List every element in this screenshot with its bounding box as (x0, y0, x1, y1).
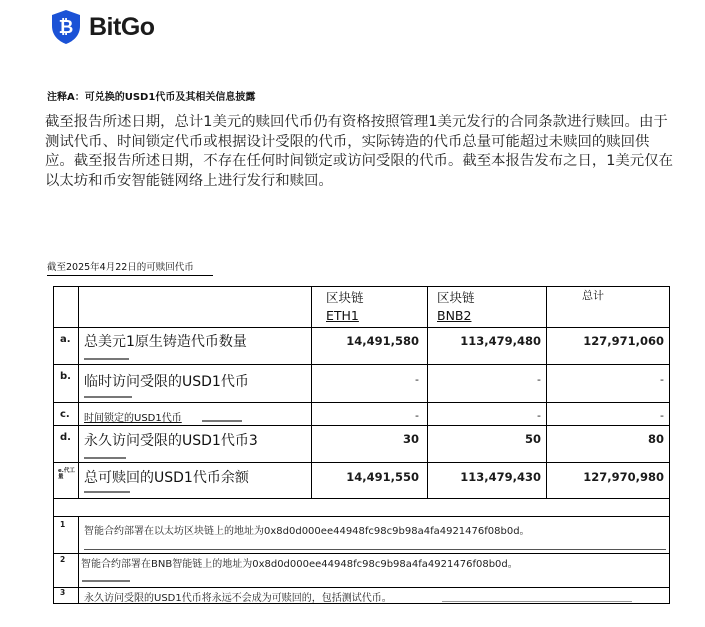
value-total: 127,971,060 (583, 334, 664, 348)
value-total: - (660, 373, 664, 386)
value-eth: 14,491,550 (346, 470, 419, 484)
value-total: - (660, 409, 664, 422)
col-divider (546, 287, 547, 498)
divider (47, 275, 213, 276)
svg-text:₿: ₿ (58, 17, 74, 37)
row-label: e.代工量 (58, 468, 75, 480)
row-description: 总可赎回的USD1代币余额 (84, 470, 249, 486)
row-divider (54, 553, 669, 554)
value-bnb: 113,479,480 (460, 334, 541, 348)
col-header-bnb-line1: 区块链 (437, 290, 475, 305)
footnote-number: 3 (60, 588, 66, 597)
col-header-bnb (437, 289, 475, 325)
note-title: 注释A：可兑换的USD1代币及其相关信息披露 (47, 92, 256, 103)
value-eth: - (415, 409, 419, 422)
brand-logo (50, 9, 155, 45)
value-bnb: 50 (524, 432, 541, 446)
scribble-underline (202, 420, 242, 422)
footnote-text: 智能合约部署在BNB智能链上的地址为0x8d0d000ee44948fc98c9b98a4fa4921476f08b0d。 (81, 559, 518, 570)
row-description: 永久访问受限的USD1代币3 (84, 433, 258, 449)
col-header-total: 总计 (582, 289, 604, 302)
value-total: 80 (647, 432, 664, 446)
row-divider (54, 327, 669, 328)
value-eth: 14,491,580 (346, 334, 419, 348)
col-header-eth-line2: ETH1 (326, 308, 359, 323)
col-divider (78, 516, 79, 604)
row-description: 总美元1原生铸造代币数量 (84, 334, 247, 350)
row-divider (54, 462, 669, 463)
scribble-underline (84, 396, 132, 398)
scribble-underline (84, 457, 126, 459)
value-bnb: - (537, 409, 541, 422)
col-header-bnb-line2: BNB2 (437, 308, 472, 323)
row-label: b. (60, 371, 71, 382)
row-divider (54, 587, 669, 588)
value-total: 127,970,980 (583, 470, 664, 484)
row-divider (54, 402, 669, 403)
row-label: c. (60, 409, 70, 420)
bitcoin-shield-icon (50, 9, 82, 45)
redeemable-tokens-table (53, 286, 670, 604)
row-label: d. (60, 432, 71, 443)
footnote-underline (442, 601, 632, 602)
col-divider (427, 287, 428, 498)
footnote-number: 1 (60, 520, 66, 529)
scribble-underline (82, 580, 130, 582)
row-label: a. (60, 334, 71, 345)
value-eth: - (415, 373, 419, 386)
value-eth: 30 (402, 432, 419, 446)
footnote-text: 永久访问受限的USD1代币将永远不会成为可赎回的，包括测试代币。 (84, 593, 392, 604)
row-divider (54, 425, 669, 426)
col-header-eth (326, 289, 364, 325)
brand-name: BitGo (89, 12, 155, 41)
value-bnb: 113,479,430 (460, 470, 541, 484)
intro-paragraph: 截至报告所述日期，总计1美元的赎回代币仍有资格按照管理1美元发行的合同条款进行赎回。由于测试代币、时间锁定代币或根据设计受限的代币，实际铸造的代币总量可能超过未赎回的赎回供应。截至报告所述日期，不存在任何时间锁定或访问受限的代币。截至本报告发布之日，1美元仅在以太坊和币安智能链网络上进行发行和赎回。 (45, 114, 673, 189)
scribble-underline (84, 358, 129, 360)
col-divider (311, 287, 312, 498)
value-bnb: - (537, 373, 541, 386)
row-description: 时间锁定的USD1代币 (84, 413, 182, 424)
row-divider (54, 364, 669, 365)
footnote-text: 智能合约部署在以太坊区块链上的地址为0x8d0d000ee44948fc98c9b98a4fa4921476f08b0d。 (84, 526, 530, 537)
footnote-number: 2 (60, 555, 66, 564)
as-of-label: 截至2025年4月22日的可赎回代币 (47, 262, 194, 273)
scribble-underline (84, 491, 130, 493)
col-divider (78, 287, 79, 498)
col-header-eth-line1: 区块链 (326, 290, 364, 305)
row-divider (54, 516, 669, 517)
footnote-underline (84, 549, 666, 550)
row-description: 临时访问受限的USD1代币 (84, 374, 249, 390)
row-divider (54, 498, 669, 499)
